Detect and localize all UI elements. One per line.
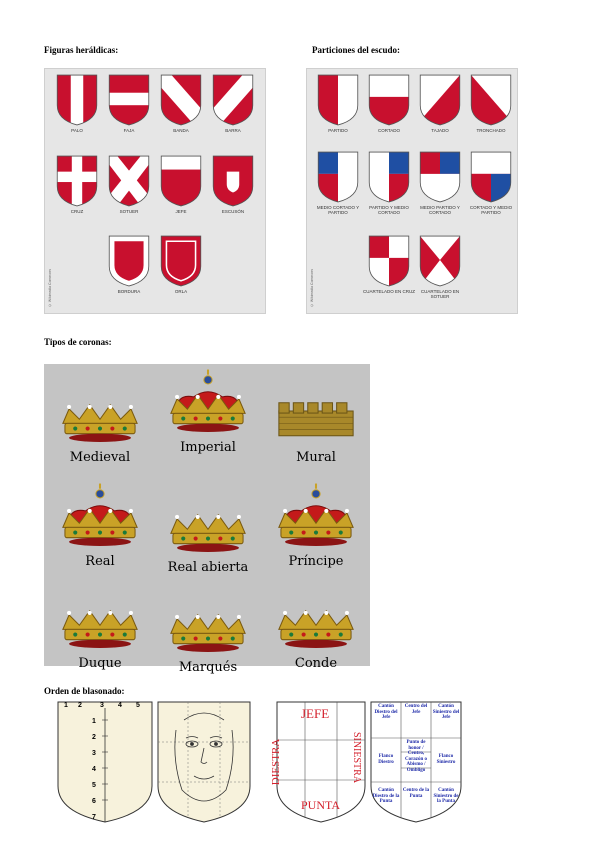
top-number: 3: [100, 702, 104, 709]
shield-caption: CRUZ: [70, 209, 84, 214]
shield-caption: PARTIDO: [328, 128, 348, 133]
shield-caption: ESCUSÓN: [221, 209, 245, 214]
blazon-point: Punto de honor / Centro, Corazón o Abismo / Ombligo: [404, 740, 428, 773]
blazon-point: Flanco Diestro: [378, 754, 394, 765]
shield-cortado: [362, 74, 416, 133]
shield-caption: BANDA: [173, 128, 189, 133]
shield-cruz: [50, 155, 104, 214]
crown-medieval: [46, 378, 154, 465]
crown-label: Marqués: [178, 660, 238, 675]
shield-cuartelado: [362, 235, 416, 294]
shield-partido: [311, 74, 365, 133]
side-number: 7: [92, 814, 96, 821]
blazon-point: Centro del Jefe: [404, 704, 428, 715]
numbered-shield-svg: [56, 700, 154, 824]
shield-caption: TRONCHADO: [476, 128, 506, 133]
shield-caption: FAJA: [123, 128, 135, 133]
top-number: 5: [136, 702, 140, 709]
shield-icon: [470, 74, 512, 126]
shield-caption: ORLA: [174, 289, 188, 294]
top-number: 2: [78, 702, 82, 709]
shield-barra: [206, 74, 260, 133]
crown-label: Imperial: [180, 440, 236, 455]
blazon-point: Centro de la Punta: [402, 788, 430, 799]
shield-bordura: [102, 235, 156, 294]
shield-icon: [56, 74, 98, 126]
side-number: 4: [92, 766, 96, 773]
blazon-point: Flanco Siniestro: [436, 754, 456, 765]
crown-label: Real abierta: [167, 560, 249, 575]
shield-cuartsotuer: [413, 235, 467, 299]
crown-conde: [262, 584, 370, 671]
shield-points: [369, 700, 463, 824]
heading-particiones: Particiones del escudo:: [312, 45, 400, 55]
shield-icon: [368, 235, 410, 287]
crown-principe: [262, 482, 370, 569]
face-shield-svg: [156, 700, 252, 824]
shield-icon: [160, 155, 202, 207]
shield-caption: CUARTELADO EN SOTUER: [420, 289, 460, 299]
shield-jefe: [154, 155, 208, 214]
shield-tajado: [413, 74, 467, 133]
shield-icon: [160, 235, 202, 287]
shield-icon: [108, 155, 150, 207]
shield-palo: [50, 74, 104, 133]
crown-icon: [52, 482, 148, 548]
shield-icon: [470, 151, 512, 203]
shield-caption: TAJADO: [431, 128, 449, 133]
crown-icon: [52, 584, 148, 650]
shield-caption: SOTUER: [119, 209, 139, 214]
crown-icon: [160, 488, 256, 554]
shield-sotuer: [102, 155, 156, 214]
blazon-point: Cantón Siniestro de la Punta: [433, 788, 459, 804]
shield-icon: [419, 151, 461, 203]
shield-banda: [154, 74, 208, 133]
crown-marques: [154, 588, 262, 675]
shield-caption: CORTADO Y MEDIO PARTIDO: [469, 205, 513, 215]
region-siniestra: SINIESTRA: [351, 731, 363, 784]
crown-label: Príncipe: [288, 554, 344, 569]
shield-icon: [56, 155, 98, 207]
crown-icon: [160, 368, 256, 434]
shield-icon: [419, 74, 461, 126]
shield-escuson: [206, 155, 260, 214]
figuras-panel: [44, 68, 266, 314]
blazon-point: Cantón Siniestro del Jefe: [432, 704, 460, 720]
shield-caption: JEFE: [175, 209, 187, 214]
shield-face-grid: [156, 700, 252, 824]
shield-icon: [419, 235, 461, 287]
heading-figuras: Figuras heráldicas:: [44, 45, 119, 55]
shield-caption: MEDIO PARTIDO Y CORTADO: [420, 205, 460, 215]
heading-orden: Orden de blasonado:: [44, 686, 125, 696]
crown-label: Duque: [78, 656, 122, 671]
shield-icon: [212, 155, 254, 207]
shield-icon: [212, 74, 254, 126]
shield-caption: PALO: [71, 128, 83, 133]
shield-mcp: [311, 151, 365, 215]
region-punta: PUNTA: [301, 798, 341, 812]
crown-real: [46, 482, 154, 569]
region-jefe: JEFE: [301, 706, 330, 721]
shield-mpc: [413, 151, 467, 215]
shield-orla: [154, 235, 208, 294]
crown-icon: [268, 584, 364, 650]
shield-icon: [160, 74, 202, 126]
crown-label: Mural: [296, 450, 336, 465]
shield-tronchado: [464, 74, 518, 133]
crown-realabierta: [154, 488, 262, 575]
heading-coronas: Tipos de coronas:: [44, 337, 112, 347]
shield-icon: [317, 151, 359, 203]
shield-icon: [108, 74, 150, 126]
particiones-note: © Wikimedia Commons: [310, 268, 314, 307]
particiones-panel: [306, 68, 518, 314]
shield-regions: [270, 700, 367, 824]
shield-caption: PARTIDO Y MEDIO CORTADO: [369, 205, 409, 215]
side-number: 3: [92, 750, 96, 757]
crown-icon: [52, 378, 148, 444]
shield-icon: [108, 235, 150, 287]
shield-caption: BARRA: [225, 128, 241, 133]
shield-caption: BORDURA: [117, 289, 141, 294]
blazon-point: Cantón Diestro de la Punta: [372, 788, 400, 804]
side-number: 1: [92, 718, 96, 725]
shield-icon: [317, 74, 359, 126]
crown-icon: [160, 588, 256, 654]
figuras-note: © Wikimedia Commons: [48, 268, 52, 307]
shield-caption: MEDIO CORTADO Y PARTIDO: [316, 205, 360, 215]
crown-icon: [268, 482, 364, 548]
side-number: 2: [92, 734, 96, 741]
shield-pmc: [362, 151, 416, 215]
shield-icon: [368, 151, 410, 203]
crown-label: Medieval: [69, 450, 131, 465]
crown-imperial: [154, 368, 262, 455]
shield-icon: [368, 74, 410, 126]
crowns-panel: [44, 364, 370, 675]
top-number: 4: [118, 702, 122, 709]
shield-caption: CORTADO: [377, 128, 401, 133]
shield-caption: CUARTELADO EN CRUZ: [363, 289, 415, 294]
shield-cmp: [464, 151, 518, 215]
crown-duque: [46, 584, 154, 671]
region-diestra: DIESTRA: [270, 738, 283, 786]
crown-mural: [262, 378, 370, 465]
side-number: 6: [92, 798, 96, 805]
side-number: 5: [92, 782, 96, 789]
top-number: 1: [64, 702, 68, 709]
crown-label: Real: [85, 554, 115, 569]
crown-label: Conde: [294, 656, 338, 671]
crown-icon: [268, 378, 364, 444]
shield-faja: [102, 74, 156, 133]
blazon-point: Cantón Diestro del Jefe: [374, 704, 398, 720]
shield-numbered-grid: [56, 700, 154, 824]
